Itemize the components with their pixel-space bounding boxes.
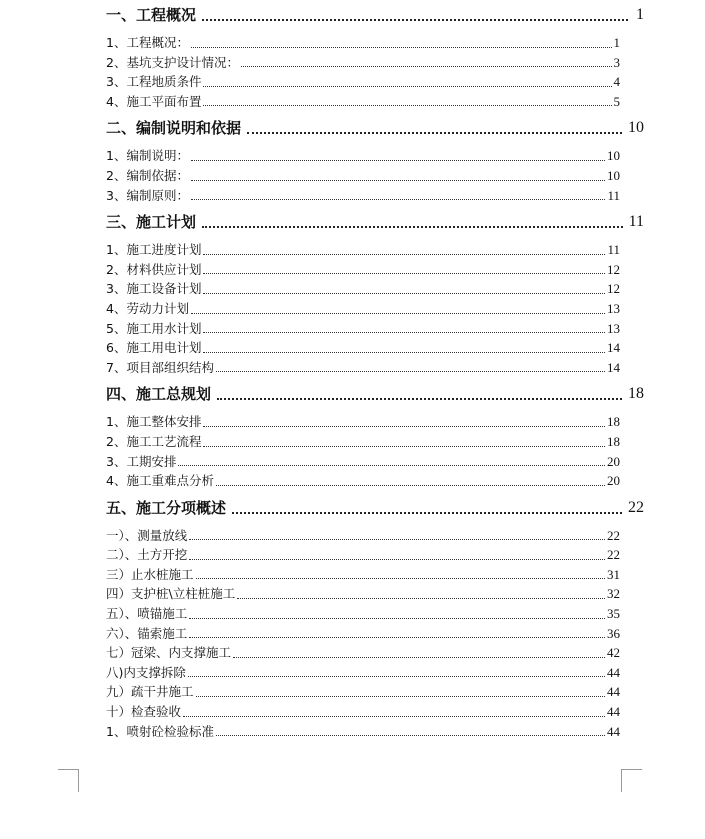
toc-entry[interactable] [106, 33, 620, 53]
toc-entry-page-number: 44 [607, 704, 620, 720]
dot-leader [233, 657, 605, 658]
toc-entry-label: 3、施工设备计划 [106, 281, 202, 297]
toc-entry-label: 1、喷射砼检验标准 [106, 723, 214, 739]
dot-leader [203, 446, 605, 447]
page-corner-mark-right [621, 769, 642, 792]
toc-entry[interactable] [106, 240, 620, 260]
toc-entry-page-number: 44 [607, 723, 620, 739]
dot-leader [191, 47, 612, 48]
toc-section [106, 497, 644, 742]
dot-leader [203, 254, 605, 255]
toc-entry[interactable] [106, 92, 620, 112]
toc-entry-page-number: 11 [607, 187, 620, 203]
toc-entry-page-number: 22 [607, 547, 620, 563]
toc-heading-page-number: 18 [628, 385, 644, 403]
toc-heading[interactable] [106, 4, 644, 26]
toc-entry-page-number: 10 [607, 167, 620, 183]
dot-leader [203, 105, 611, 106]
toc-entry[interactable] [106, 643, 620, 663]
toc-entry-page-number: 11 [607, 242, 620, 258]
toc-entry-page-number: 1 [613, 35, 620, 50]
dot-leader [196, 696, 605, 697]
toc-entry-label: 6、施工用电计划 [106, 340, 202, 356]
table-of-contents [106, 0, 644, 747]
toc-entry-label: 1、施工进度计划 [106, 242, 202, 258]
toc-heading-page-number: 1 [636, 6, 644, 23]
toc-section [106, 117, 644, 205]
toc-heading-label: 三、施工计划 [106, 213, 197, 232]
dot-leader [191, 199, 606, 200]
dot-leader [203, 352, 605, 353]
dot-leader [189, 618, 605, 619]
toc-entry[interactable] [106, 146, 620, 166]
toc-entry-label: 七）冠梁、内支撑施工 [106, 645, 232, 661]
toc-heading-label: 四、施工总规划 [106, 385, 212, 404]
toc-entry-label: 5、施工用水计划 [106, 320, 202, 336]
toc-entry-label: 3、编制原则： [106, 187, 189, 203]
dot-leader [178, 465, 605, 466]
toc-entry[interactable] [106, 545, 620, 565]
toc-entry-page-number: 12 [607, 281, 620, 297]
dot-leader [232, 512, 622, 514]
toc-entry-label: 2、材料供应计划 [106, 261, 202, 277]
toc-entry[interactable] [106, 432, 620, 452]
dot-leader [189, 637, 605, 638]
toc-section [106, 4, 644, 111]
toc-heading-label: 一、工程概况 [106, 6, 197, 24]
toc-entry-label: 五）、喷锚施工 [106, 606, 188, 622]
dot-leader [191, 180, 605, 181]
toc-entry-label: 2、基坑支护设计情况： [106, 54, 239, 70]
toc-heading[interactable] [106, 117, 644, 139]
toc-entry[interactable] [106, 260, 620, 280]
toc-entry[interactable] [106, 338, 620, 358]
toc-entry[interactable] [106, 358, 620, 378]
dot-leader [203, 426, 605, 427]
toc-entry-label: 4、施工平面布置 [106, 93, 202, 109]
toc-entry[interactable] [106, 471, 620, 491]
toc-heading[interactable] [106, 497, 644, 519]
toc-entry[interactable] [106, 72, 620, 92]
dot-leader [203, 293, 605, 294]
toc-entry-page-number: 13 [607, 300, 620, 316]
dot-leader [216, 735, 605, 736]
toc-entry-page-number: 12 [607, 261, 620, 277]
toc-entry-label: 3、工期安排 [106, 453, 177, 469]
toc-heading-page-number: 11 [628, 213, 644, 231]
toc-heading-page-number: 22 [628, 498, 644, 516]
toc-entry-label: 1、编制说明： [106, 148, 189, 164]
toc-entry[interactable] [106, 319, 620, 339]
toc-entry-page-number: 31 [607, 566, 620, 582]
toc-entry-label: 3、工程地质条件 [106, 74, 202, 90]
toc-entry-label: 1、施工整体安排 [106, 414, 202, 430]
toc-entry-page-number: 5 [613, 93, 620, 109]
toc-item-list [106, 240, 644, 377]
dot-leader [217, 398, 622, 400]
page-corner-mark-left [58, 769, 79, 792]
toc-entry-page-number: 10 [607, 148, 620, 164]
toc-entry[interactable] [106, 702, 620, 722]
toc-entry-page-number: 20 [607, 473, 620, 489]
dot-leader [191, 160, 605, 161]
dot-leader [203, 332, 605, 333]
toc-entry[interactable] [106, 299, 620, 319]
toc-entry[interactable] [106, 565, 620, 585]
toc-entry-label: 六）、锚索施工 [106, 625, 188, 641]
toc-item-list [106, 146, 644, 205]
toc-entry[interactable] [106, 526, 620, 546]
toc-entry[interactable] [106, 722, 620, 742]
toc-entry-page-number: 18 [607, 414, 620, 430]
toc-entry-page-number: 20 [607, 453, 620, 469]
toc-entry[interactable] [106, 452, 620, 472]
toc-entry-page-number: 44 [607, 664, 620, 680]
toc-entry[interactable] [106, 279, 620, 299]
toc-entry-page-number: 18 [607, 433, 620, 449]
toc-entry-label: 九）疏干井施工 [106, 684, 194, 700]
toc-heading-page-number: 10 [628, 119, 644, 137]
toc-entry-label: 二）、土方开挖 [106, 547, 188, 563]
toc-item-list [106, 526, 644, 742]
toc-item-list [106, 33, 644, 111]
toc-entry-page-number: 13 [607, 320, 620, 336]
dot-leader [191, 313, 605, 314]
toc-entry-label: 2、编制依据： [106, 167, 189, 183]
toc-heading-label: 五、施工分项概述 [106, 498, 227, 517]
toc-entry[interactable] [106, 584, 620, 604]
toc-section [106, 211, 644, 377]
toc-entry-label: 十）检查验收 [106, 704, 182, 720]
toc-entry-page-number: 22 [607, 527, 620, 543]
toc-entry-page-number: 3 [613, 54, 620, 70]
toc-entry-label: 三）止水桩施工 [106, 566, 194, 582]
dot-leader [202, 226, 623, 228]
toc-entry-page-number: 36 [607, 625, 620, 641]
dot-leader [189, 559, 605, 560]
dot-leader [216, 371, 605, 372]
dot-leader [202, 19, 628, 21]
toc-entry-page-number: 32 [607, 586, 620, 602]
dot-leader [203, 86, 611, 87]
dot-leader [241, 66, 612, 67]
toc-entry[interactable] [106, 663, 620, 683]
toc-item-list [106, 412, 644, 490]
toc-entry[interactable] [106, 624, 620, 644]
dot-leader [183, 716, 605, 717]
toc-entry-label: 4、施工重难点分析 [106, 473, 214, 489]
toc-entry-label: 一）、测量放线 [106, 527, 188, 543]
toc-entry-page-number: 4 [613, 74, 620, 90]
toc-entry-page-number: 35 [607, 606, 620, 622]
dot-leader [189, 539, 605, 540]
dot-leader [237, 598, 605, 599]
toc-entry-page-number: 14 [607, 359, 620, 375]
dot-leader [247, 132, 622, 134]
toc-entry-page-number: 42 [607, 645, 620, 661]
toc-entry-label: 1、工程概况： [106, 35, 189, 50]
toc-entry-label: 八)内支撑拆除 [106, 664, 186, 680]
toc-entry[interactable] [106, 166, 620, 186]
dot-leader [188, 676, 605, 677]
toc-entry-label: 7、项目部组织结构 [106, 359, 214, 375]
toc-entry[interactable] [106, 412, 620, 432]
dot-leader [216, 485, 605, 486]
toc-entry-page-number: 14 [607, 340, 620, 356]
toc-entry-label: 4、劳动力计划 [106, 300, 189, 316]
toc-entry[interactable] [106, 682, 620, 702]
toc-entry-page-number: 44 [607, 684, 620, 700]
toc-entry[interactable] [106, 186, 620, 206]
dot-leader [203, 273, 605, 274]
toc-entry-label: 四）支护桩\立柱桩施工 [106, 586, 236, 602]
toc-entry[interactable] [106, 53, 620, 73]
dot-leader [196, 578, 605, 579]
toc-heading[interactable] [106, 383, 644, 405]
toc-section [106, 383, 644, 490]
toc-entry[interactable] [106, 604, 620, 624]
toc-entry-label: 2、施工工艺流程 [106, 433, 202, 449]
toc-heading[interactable] [106, 211, 644, 233]
toc-heading-label: 二、编制说明和依据 [106, 119, 242, 138]
